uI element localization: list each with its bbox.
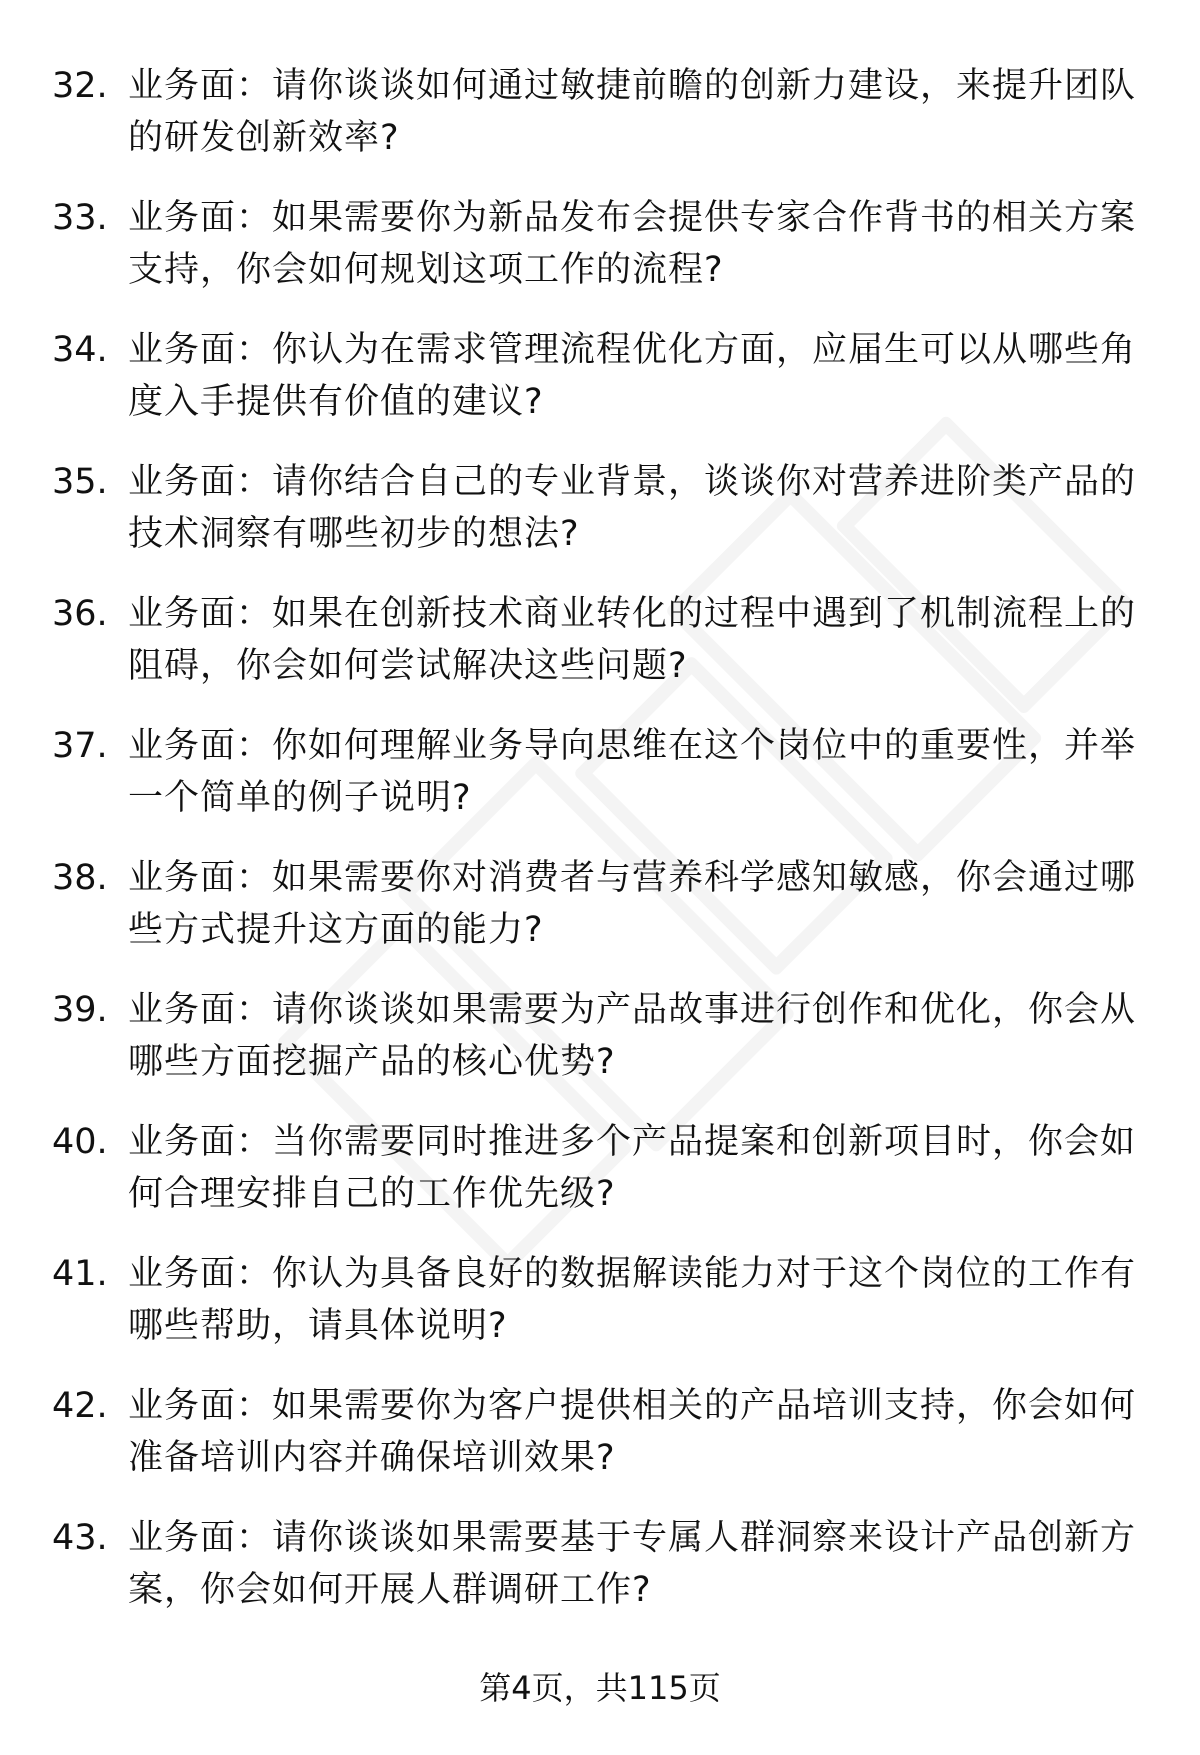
question-item	[0, 852, 1200, 984]
question-number: 34.	[52, 330, 108, 370]
question-item	[0, 192, 1200, 324]
question-text: 业务面：请你谈谈如果需要为产品故事进行创作和优化，你会从哪些方面挖掘产品的核心优势?	[128, 990, 1137, 1082]
question-item	[0, 60, 1200, 192]
question-number: 33.	[52, 198, 108, 238]
question-text: 业务面：你认为在需求管理流程优化方面，应届生可以从哪些角度入手提供有价值的建议?	[128, 330, 1137, 422]
question-text: 业务面：你如何理解业务导向思维在这个岗位中的重要性，并举一个简单的例子说明?	[128, 726, 1137, 818]
question-item	[0, 324, 1200, 456]
question-item	[0, 984, 1200, 1116]
question-text: 业务面：当你需要同时推进多个产品提案和创新项目时，你会如何合理安排自己的工作优先级?	[128, 1122, 1137, 1214]
question-text: 业务面：如果需要你为新品发布会提供专家合作背书的相关方案支持，你会如何规划这项工作的流程?	[128, 198, 1137, 290]
question-item	[0, 720, 1200, 852]
question-text: 业务面：请你谈谈如果需要基于专属人群洞察来设计产品创新方案，你会如何开展人群调研工作?	[128, 1518, 1137, 1610]
question-list	[0, 60, 1200, 1644]
question-number: 35.	[52, 462, 108, 502]
question-item	[0, 1380, 1200, 1512]
question-number: 38.	[52, 858, 108, 898]
question-number: 41.	[52, 1254, 108, 1294]
question-item	[0, 1512, 1200, 1644]
question-item	[0, 1248, 1200, 1380]
question-item	[0, 456, 1200, 588]
question-number: 42.	[52, 1386, 108, 1426]
question-item	[0, 1116, 1200, 1248]
question-text: 业务面：你认为具备良好的数据解读能力对于这个岗位的工作有哪些帮助，请具体说明?	[128, 1254, 1137, 1346]
question-number: 32.	[52, 66, 108, 106]
question-number: 40.	[52, 1122, 108, 1162]
question-number: 36.	[52, 594, 108, 634]
question-number: 37.	[52, 726, 108, 766]
question-item	[0, 588, 1200, 720]
question-text: 业务面：如果需要你为客户提供相关的产品培训支持，你会如何准备培训内容并确保培训效果?	[128, 1386, 1137, 1478]
question-text: 业务面：请你谈谈如何通过敏捷前瞻的创新力建设，来提升团队的研发创新效率?	[128, 66, 1137, 158]
page-footer: 第4页，共115页	[479, 1669, 721, 1707]
question-text: 业务面：如果在创新技术商业转化的过程中遇到了机制流程上的阻碍，你会如何尝试解决这些问题?	[128, 594, 1137, 686]
question-text: 业务面：请你结合自己的专业背景，谈谈你对营养进阶类产品的技术洞察有哪些初步的想法?	[128, 462, 1137, 554]
question-number: 43.	[52, 1518, 108, 1558]
question-number: 39.	[52, 990, 108, 1030]
question-text: 业务面：如果需要你对消费者与营养科学感知敏感，你会通过哪些方式提升这方面的能力?	[128, 858, 1137, 950]
